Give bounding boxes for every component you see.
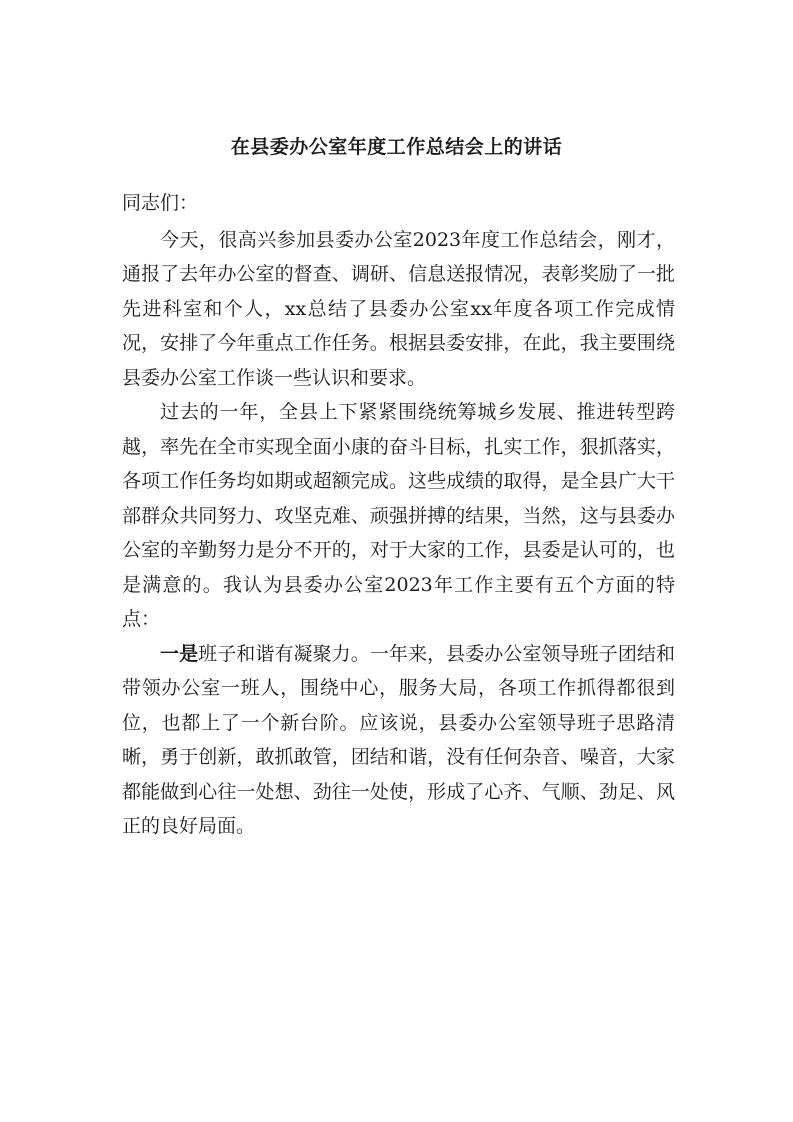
paragraph-lead: 一是 (160, 642, 199, 665)
paragraph-point-one (122, 637, 675, 844)
document-body (122, 186, 675, 844)
document-title: 在县委办公室年度工作总结会上的讲话 (230, 136, 563, 158)
paragraph-text: 过去的一年，全县上下紧紧围绕统筹城乡发展、推进转型跨越，率先在全市实现全面小康的奋斗目标，扎实工作，狠抓落实，各项工作任务均如期或超额完成。这些成绩的取得，是全县广大干部群众共同努力、攻坚克难、顽强拼搏的结果，当然，这与县委办公室的辛勤努力是分不开的，对于大家的工作，县委是认可的，也是满意的。我认为县委办公室2023年工作主要有五个方面的特点： (122, 401, 675, 630)
paragraph-text: 今天，很高兴参加县委办公室2023年度工作总结会，刚才，通报了去年办公室的督查、调研、信息送报情况，表彰奖励了一批先进科室和个人，xx总结了县委办公室xx年度各项工作完成情况，安排了今年重点工作任务。根据县委安排，在此，我主要围绕县委办公室工作谈一些认识和要求。 (122, 228, 675, 389)
paragraph-text: 班子和谐有凝聚力。一年来，县委办公室领导班子团结和带领办公室一班人，围绕中心，服务大局，各项工作抓得都很到位，也都上了一个新台阶。应该说，县委办公室领导班子思路清晰，勇于创新，敢抓敢管，团结和谐，没有任何杂音、噪音，大家都能做到心往一处想、劲往一处使，形成了心齐、气顺、劲足、风正的良好局面。 (122, 642, 675, 837)
greeting: 同志们： (122, 192, 199, 214)
paragraph-opening (122, 223, 675, 396)
paragraph-achievements (122, 395, 675, 637)
